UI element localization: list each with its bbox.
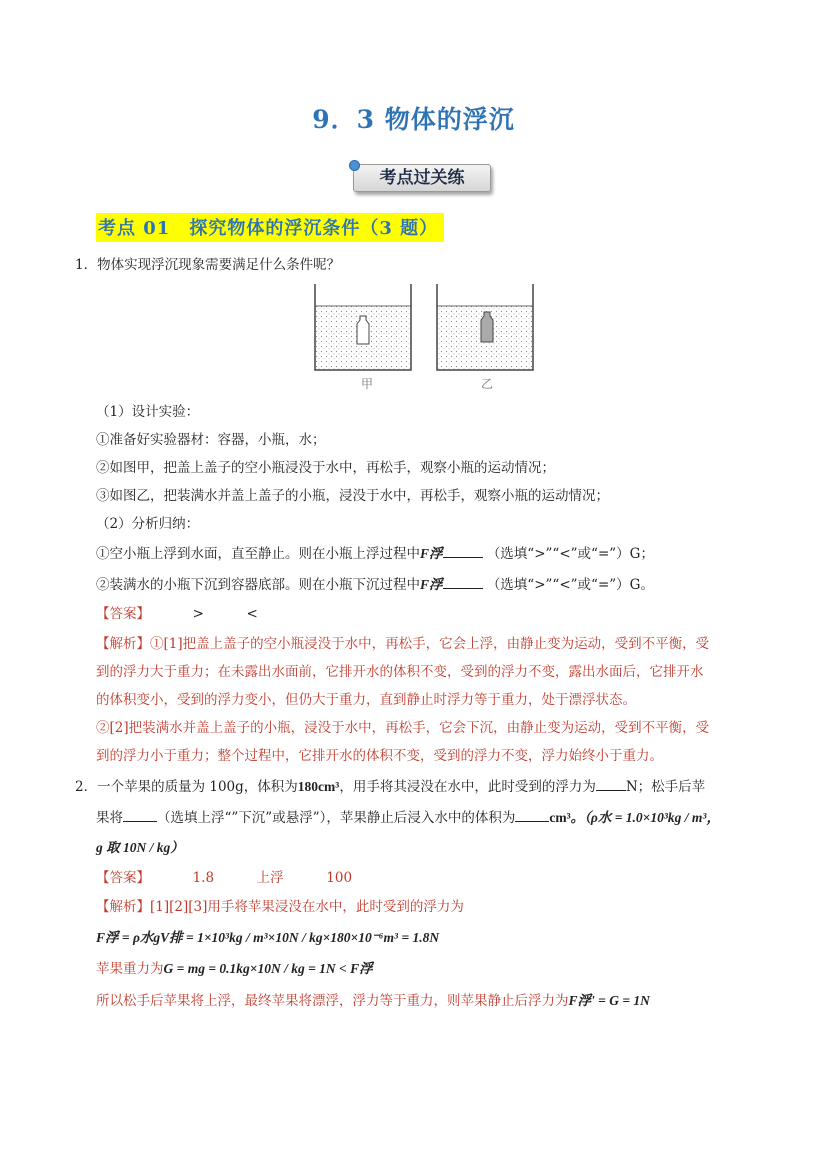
q1-answer (96, 604, 258, 624)
q2-blank-3[interactable] (515, 807, 549, 822)
q1-a1-text: ①空小瓶上浮到水面，直至静止。则在小瓶上浮过程中 (96, 546, 420, 562)
buoyancy-formula: F浮 = ρ水gV排 = 1×10³kg / m³×10N / kg×180×10⁻⁶m³ = 1.8N (96, 930, 440, 945)
q1-step3: ③如图乙，把装满水并盖上盖子的小瓶，浸没于水中，再松手，观察小瓶的运动情况； (96, 488, 609, 504)
q2-line-3 (96, 838, 184, 858)
figure-label-yi: 乙 (481, 377, 494, 391)
badge-dot-icon (349, 160, 360, 171)
q2-line-1 (75, 776, 705, 797)
q2-gravity-line (96, 959, 373, 979)
q1-jiexi-1 (96, 634, 709, 654)
q1-figure (305, 280, 545, 390)
answer-tag: 【答案】 (96, 870, 150, 886)
f-float-symbol: F浮 (420, 546, 443, 561)
answer-value: < (246, 606, 258, 622)
answer-tag: 【答案】 (96, 606, 150, 622)
answer-value: > (192, 606, 204, 622)
q1-analysis-2 (96, 574, 654, 595)
q2-g-value: g 取 10N / kg） (96, 840, 184, 855)
q1-jiexi-3: 的体积变小，受到的浮力变小，但仍大于重力，直到静止时浮力等于重力，处于漂浮状态。 (96, 692, 636, 708)
q1-blank-1[interactable] (443, 543, 483, 558)
section-heading: 考点 01 探究物体的浮沉条件（3 题） (96, 213, 444, 242)
q2-unit: cm³ (549, 810, 571, 825)
jiexi-tag: 【解析】 (96, 899, 150, 915)
answer-value: 上浮 (256, 870, 284, 886)
q2-answer (96, 868, 352, 888)
badge-label: 考点过关练 (353, 164, 491, 192)
q2-line2-pre: 果将 (96, 810, 123, 826)
q2-formula-1 (96, 928, 439, 948)
f-float-symbol: F浮 (420, 577, 443, 592)
section-badge (349, 160, 495, 198)
q2-blank-2[interactable] (123, 807, 157, 822)
q1-design-heading: （1）设计实验： (96, 404, 200, 420)
q2-volume: 180cm³ (297, 779, 340, 794)
q2-line2-mid: （选填上浮“”下沉”或悬浮”），苹果静止后浸入水中的体积为 (157, 810, 516, 826)
q1-blank-2[interactable] (443, 574, 483, 589)
q2-line-2 (96, 807, 720, 828)
q1-analysis-1 (96, 543, 654, 564)
figure-label-jia: 甲 (361, 377, 374, 391)
q1-jiexi-5: 到的浮力小于重力；整个过程中，它排开水的体积不变，受到的浮力不变，浮力始终小于重力。 (96, 748, 663, 764)
q1-step2: ②如图甲，把盖上盖子的空小瓶浸没于水中，再松手，观察小瓶的运动情况； (96, 460, 555, 476)
conclusion-formula: F浮' = G = 1N (568, 993, 650, 1008)
q1-a1-post: （选填“>”“<”或“=”）G； (486, 546, 654, 562)
q2-conclusion (96, 991, 650, 1011)
jiexi-text: [1][2][3]用手将苹果浸没在水中，此时受到的浮力为 (150, 899, 464, 915)
q2-stem-post: N；松手后苹 (625, 779, 706, 795)
q1-step1: ①准备好实验器材：容器，小瓶，水； (96, 432, 326, 448)
q1-analysis-heading: （2）分析归纳： (96, 516, 200, 532)
answer-value: 1.8 (192, 870, 215, 886)
container-yi (437, 284, 533, 370)
q1-stem: 1．物体实现浮沉现象需要满足什么条件呢？ (75, 257, 341, 273)
q1-jiexi-4: ②[2]把装满水并盖上盖子的小瓶，浸没于水中，再松手，它会下沉，由静止变为运动，受到不平衡，受 (96, 720, 710, 736)
q2-blank-1[interactable] (596, 776, 626, 791)
conclusion-text: 所以松手后苹果将上浮，最终苹果将漂浮，浮力等于重力，则苹果静止后浮力为 (96, 993, 569, 1009)
page-title: 9．3 物体的浮沉 (312, 105, 515, 134)
container-jia (315, 284, 411, 370)
q2-stem: 2．一个苹果的质量为 100g，体积为 (75, 779, 298, 795)
q1-jiexi-2: 到的浮力大于重力；在未露出水面前，它排开水的体积不变，受到的浮力不变，露出水面后，它排开水 (96, 664, 704, 680)
jiexi-text: ①[1]把盖上盖子的空小瓶浸没于水中，再松手，它会上浮，由静止变为运动，受到不平衡，受 (150, 636, 710, 652)
q2-jiexi-1 (96, 897, 464, 917)
gravity-label: 苹果重力为 (96, 961, 164, 977)
q2-density: 。（ρ水 = 1.0×10³kg / m³， (570, 810, 720, 825)
q1-a2-post: （选填“>”“<”或“=”）G。 (486, 577, 654, 593)
q2-stem-mid: ，用手将其浸没在水中，此时受到的浮力为 (339, 779, 596, 795)
q1-a2-text: ②装满水的小瓶下沉到容器底部。则在小瓶下沉过程中 (96, 577, 420, 593)
jiexi-tag: 【解析】 (96, 636, 150, 652)
gravity-formula: G = mg = 0.1kg×10N / kg = 1N < F浮 (163, 961, 373, 976)
answer-value: 100 (326, 870, 353, 886)
